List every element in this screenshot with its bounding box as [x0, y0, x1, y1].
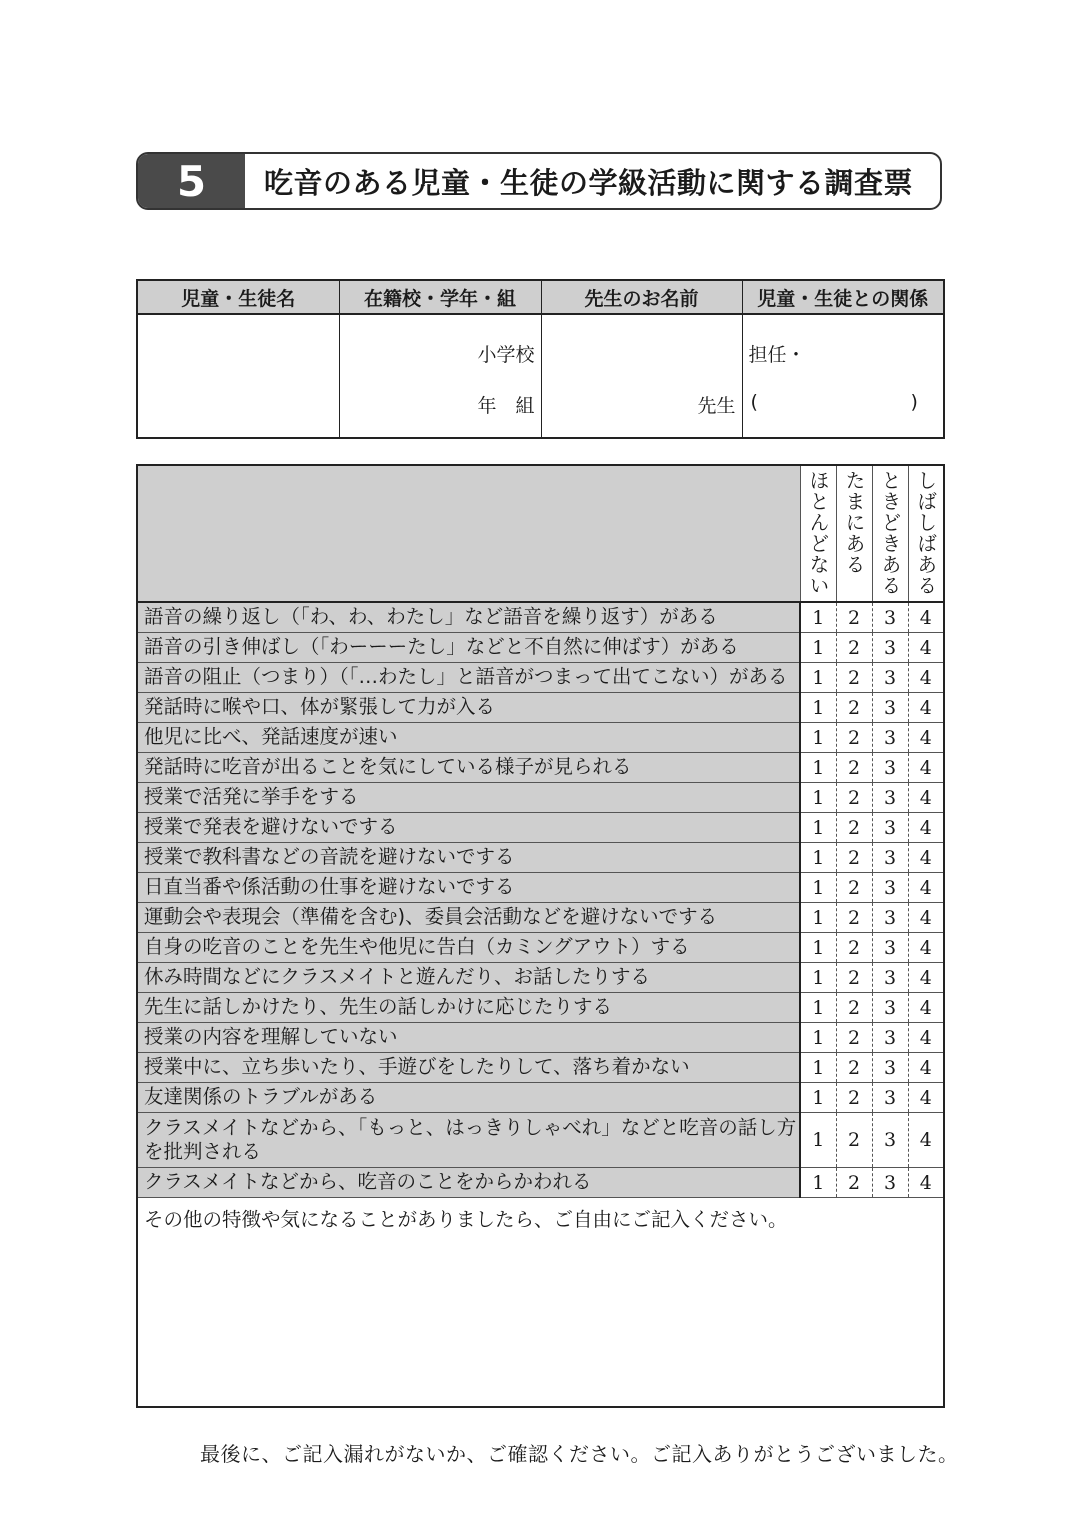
rating-option-2[interactable]: 2	[836, 633, 872, 663]
question-text: 語音の繰り返し（「わ、わ、わたし」など語音を繰り返す）がある	[137, 602, 800, 633]
question-text: 授業で発表を避けないでする	[137, 813, 800, 843]
rating-option-1[interactable]: 1	[800, 633, 836, 663]
question-text: 語音の引き伸ばし（「わーーーたし」などと不自然に伸ばす）がある	[137, 633, 800, 663]
grade-class-label: 年 組	[477, 395, 535, 417]
student-name-field[interactable]	[137, 314, 339, 438]
rating-option-3[interactable]: 3	[872, 693, 908, 723]
rating-option-3[interactable]: 3	[872, 633, 908, 663]
rating-option-4[interactable]: 4	[908, 1113, 944, 1168]
question-row	[137, 993, 944, 1023]
rating-option-3[interactable]: 3	[872, 903, 908, 933]
rating-option-1[interactable]: 1	[800, 993, 836, 1023]
free-comment-field[interactable]	[137, 1198, 944, 1408]
question-row	[137, 693, 944, 723]
question-row	[137, 1168, 944, 1198]
rating-option-2[interactable]: 2	[836, 1023, 872, 1053]
scale-label-1: ほとんどない	[806, 470, 830, 596]
question-row	[137, 753, 944, 783]
rating-option-1[interactable]: 1	[800, 873, 836, 903]
rating-option-3[interactable]: 3	[872, 813, 908, 843]
rating-option-1[interactable]: 1	[800, 723, 836, 753]
scale-label-4: しばしばある	[913, 470, 938, 596]
relation-other-close: )	[910, 391, 918, 413]
relation-homeroom: 担任・	[748, 344, 806, 366]
scale-label-2: たまにある	[842, 470, 866, 575]
rating-option-1[interactable]: 1	[800, 693, 836, 723]
rating-option-3[interactable]: 3	[872, 933, 908, 963]
rating-option-2[interactable]: 2	[836, 723, 872, 753]
question-row	[137, 1083, 944, 1113]
rating-option-4[interactable]: 4	[908, 1023, 944, 1053]
rating-option-1[interactable]: 1	[800, 813, 836, 843]
header-relationship: 児童・生徒との関係	[742, 280, 944, 314]
question-text: クラスメイトなどから、「もっと、はっきりしゃべれ」などと吃音の話し方を批判される	[137, 1113, 800, 1168]
rating-option-4[interactable]: 4	[908, 723, 944, 753]
scale-header-3	[872, 465, 908, 602]
header-teacher-name: 先生のお名前	[541, 280, 742, 314]
rating-option-4[interactable]: 4	[908, 633, 944, 663]
page-title: 吃音のある児童・生徒の学級活動に関する調査票	[264, 165, 914, 200]
question-row	[137, 723, 944, 753]
scale-header-1	[800, 465, 836, 602]
question-text: クラスメイトなどから、吃音のことをからかわれる	[137, 1168, 800, 1198]
rating-option-4[interactable]: 4	[908, 1053, 944, 1083]
question-text: 友達関係のトラブルがある	[137, 1083, 800, 1113]
question-text: 発話時に喉や口、体が緊張して力が入る	[137, 693, 800, 723]
rating-option-3[interactable]: 3	[872, 1113, 908, 1168]
section-number: 5	[138, 154, 245, 208]
rating-option-1[interactable]: 1	[800, 663, 836, 693]
scale-label-3: ときどきある	[878, 470, 902, 596]
rating-option-4[interactable]: 4	[908, 1083, 944, 1113]
header-student-name: 児童・生徒名	[137, 280, 339, 314]
relation-other-open: (	[750, 391, 758, 413]
question-text: 運動会や表現会（準備を含む)、委員会活動などを避けないでする	[137, 903, 800, 933]
teacher-name-field[interactable]	[541, 314, 742, 438]
rating-option-2[interactable]: 2	[836, 1053, 872, 1083]
footer-note: 最後に、ご記入漏れがないか、ご確認ください。ご記入ありがとうございました。	[200, 1442, 959, 1466]
question-text: 語音の阻止（つまり）（「…わたし」と語音がつまって出てこない）がある	[137, 663, 800, 693]
rating-option-2[interactable]: 2	[836, 993, 872, 1023]
rating-option-2[interactable]: 2	[836, 663, 872, 693]
rating-option-2[interactable]: 2	[836, 753, 872, 783]
rating-option-2[interactable]: 2	[836, 1113, 872, 1168]
rating-option-2[interactable]: 2	[836, 843, 872, 873]
question-row	[137, 873, 944, 903]
question-row	[137, 663, 944, 693]
question-text: 発話時に吃音が出ることを気にしている様子が見られる	[137, 753, 800, 783]
rating-option-1[interactable]: 1	[800, 1053, 836, 1083]
rating-option-3[interactable]: 3	[872, 963, 908, 993]
scale-header-4	[908, 465, 944, 602]
rating-option-1[interactable]: 1	[800, 963, 836, 993]
rating-option-1[interactable]: 1	[800, 1168, 836, 1198]
rating-option-4[interactable]: 4	[908, 843, 944, 873]
rating-option-3[interactable]: 3	[872, 783, 908, 813]
rating-option-2[interactable]: 2	[836, 602, 872, 633]
rating-option-2[interactable]: 2	[836, 963, 872, 993]
rating-option-2[interactable]: 2	[836, 1083, 872, 1113]
questionnaire-table	[136, 464, 945, 1408]
rating-option-1[interactable]: 1	[800, 1023, 836, 1053]
rating-option-2[interactable]: 2	[836, 783, 872, 813]
rating-option-2[interactable]: 2	[836, 903, 872, 933]
rating-option-3[interactable]: 3	[872, 663, 908, 693]
question-row	[137, 633, 944, 663]
question-text: 日直当番や係活動の仕事を避けないでする	[137, 873, 800, 903]
rating-option-2[interactable]: 2	[836, 693, 872, 723]
question-row	[137, 1023, 944, 1053]
rating-option-4[interactable]: 4	[908, 663, 944, 693]
question-text: 授業中に、立ち歩いたり、手遊びをしたりして、落ち着かない	[137, 1053, 800, 1083]
header-blank	[137, 465, 800, 602]
question-row	[137, 903, 944, 933]
school-suffix: 小学校	[477, 344, 535, 366]
rating-option-3[interactable]: 3	[872, 1023, 908, 1053]
rating-option-4[interactable]: 4	[908, 933, 944, 963]
question-text: 他児に比べ、発話速度が速い	[137, 723, 800, 753]
question-text: 自身の吃音のことを先生や他児に告白（カミングアウト）する	[137, 933, 800, 963]
teacher-suffix: 先生	[697, 395, 736, 417]
rating-option-1[interactable]: 1	[800, 1083, 836, 1113]
rating-option-3[interactable]: 3	[872, 753, 908, 783]
question-text: 授業の内容を理解していない	[137, 1023, 800, 1053]
rating-option-4[interactable]: 4	[908, 1168, 944, 1198]
rating-option-1[interactable]: 1	[800, 783, 836, 813]
rating-option-1[interactable]: 1	[800, 933, 836, 963]
rating-option-4[interactable]: 4	[908, 993, 944, 1023]
question-text: 授業で活発に挙手をする	[137, 783, 800, 813]
rating-option-1[interactable]: 1	[800, 602, 836, 633]
rating-option-4[interactable]: 4	[908, 602, 944, 633]
question-row	[137, 783, 944, 813]
rating-option-1[interactable]: 1	[800, 753, 836, 783]
rating-option-4[interactable]: 4	[908, 873, 944, 903]
question-row	[137, 963, 944, 993]
rating-option-2[interactable]: 2	[836, 813, 872, 843]
scale-header-2	[836, 465, 872, 602]
question-text: 休み時間などにクラスメイトと遊んだり、お話したりする	[137, 963, 800, 993]
question-row	[137, 843, 944, 873]
rating-option-3[interactable]: 3	[872, 1053, 908, 1083]
rating-option-4[interactable]: 4	[908, 693, 944, 723]
rating-option-4[interactable]: 4	[908, 903, 944, 933]
free-comment-prompt: その他の特徴や気になることがありましたら、ご自由にご記入ください。	[144, 1208, 788, 1231]
rating-option-3[interactable]: 3	[872, 1168, 908, 1198]
rating-option-4[interactable]: 4	[908, 813, 944, 843]
section-title-box	[136, 152, 942, 210]
relationship-field[interactable]	[742, 314, 944, 438]
question-row	[137, 1053, 944, 1083]
rating-option-3[interactable]: 3	[872, 993, 908, 1023]
school-grade-class-field[interactable]	[339, 314, 541, 438]
rating-option-2[interactable]: 2	[836, 933, 872, 963]
rating-option-3[interactable]: 3	[872, 873, 908, 903]
question-text: 授業で教科書などの音読を避けないでする	[137, 843, 800, 873]
question-row	[137, 602, 944, 633]
header-school-grade-class: 在籍校・学年・組	[339, 280, 541, 314]
rating-option-2[interactable]: 2	[836, 1168, 872, 1198]
rating-option-3[interactable]: 3	[872, 723, 908, 753]
question-row	[137, 1113, 944, 1168]
question-text: 先生に話しかけたり、先生の話しかけに応じたりする	[137, 993, 800, 1023]
rating-option-4[interactable]: 4	[908, 783, 944, 813]
rating-option-2[interactable]: 2	[836, 873, 872, 903]
rating-option-1[interactable]: 1	[800, 843, 836, 873]
rating-option-1[interactable]: 1	[800, 1113, 836, 1168]
rating-option-4[interactable]: 4	[908, 753, 944, 783]
rating-option-3[interactable]: 3	[872, 843, 908, 873]
rating-option-4[interactable]: 4	[908, 963, 944, 993]
free-comment-row	[137, 1198, 944, 1408]
question-row	[137, 813, 944, 843]
rating-option-1[interactable]: 1	[800, 903, 836, 933]
question-row	[137, 933, 944, 963]
rating-option-3[interactable]: 3	[872, 1083, 908, 1113]
rating-option-3[interactable]: 3	[872, 602, 908, 633]
info-table	[136, 279, 945, 439]
